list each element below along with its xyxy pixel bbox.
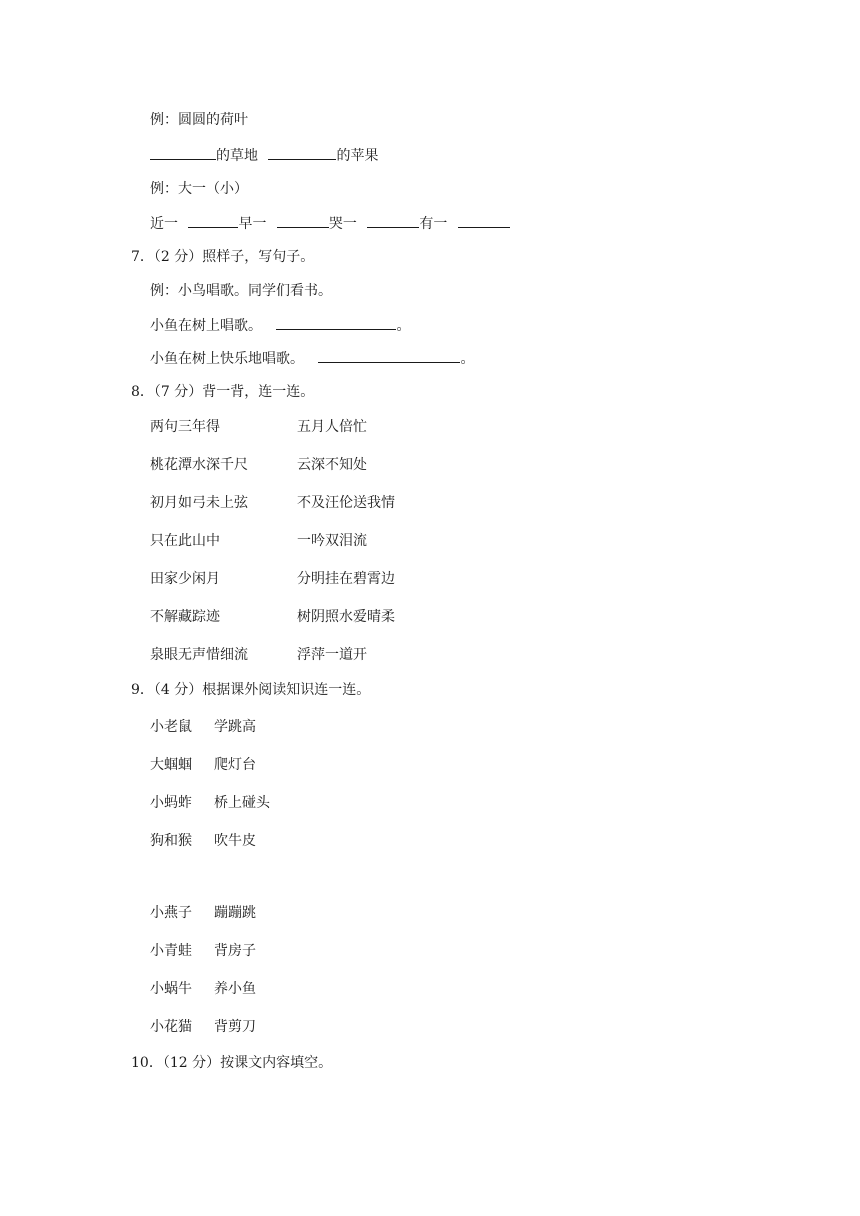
fill-blank[interactable]	[268, 145, 336, 160]
q9-right-item: 桥上碰头	[214, 795, 270, 811]
q8-left-item: 两句三年得	[150, 419, 220, 435]
q9-right-item: 学跳高	[214, 719, 256, 735]
q9-title: 9．（4 分）根据课外阅读知识连一连。	[131, 682, 371, 698]
q9-right-item: 蹦蹦跳	[214, 905, 256, 921]
q8-left-item: 泉眼无声惜细流	[150, 647, 248, 663]
fill-blank[interactable]	[277, 213, 329, 228]
antonym-prompt: 近一	[150, 216, 178, 232]
q8-left-item: 田家少闲月	[150, 571, 220, 587]
period: 。	[396, 318, 411, 334]
q8-right-item: 分明挂在碧霄边	[297, 571, 395, 587]
q7-line1-text: 小鱼在树上唱歌。	[150, 318, 262, 334]
fill-blank[interactable]	[276, 315, 396, 330]
q6-example2: 例：大一（小）	[150, 181, 248, 197]
q6-fill-row	[150, 145, 378, 166]
q7-line2-text: 小鱼在树上快乐地唱歌。	[150, 351, 304, 367]
q9-right-item: 背房子	[214, 943, 256, 959]
q9-left-item: 小燕子	[150, 905, 192, 921]
q8-right-item: 不及汪伦送我情	[297, 495, 395, 511]
fill-blank[interactable]	[458, 213, 510, 228]
q7-line1	[150, 315, 410, 336]
q7-line2	[150, 348, 474, 369]
antonym-prompt: 哭一	[328, 216, 357, 232]
q9-right-item: 吹牛皮	[214, 833, 256, 849]
q9-right-item: 养小鱼	[214, 981, 256, 997]
q8-right-item: 云深不知处	[297, 457, 367, 473]
q7-example: 例：小鸟唱歌。同学们看书。	[150, 283, 332, 299]
q9-left-item: 小老鼠	[150, 719, 192, 735]
q8-right-item: 浮萍一道开	[297, 647, 367, 663]
q6-antonym-row	[150, 213, 510, 234]
q8-right-item: 一吟双泪流	[297, 533, 367, 549]
fill-blank[interactable]	[150, 145, 216, 160]
q6-fill2-suffix: 的苹果	[336, 148, 379, 164]
antonym-prompt: 有一	[419, 216, 448, 232]
period: 。	[460, 351, 475, 367]
q8-title: 8．（7 分）背一背，连一连。	[131, 384, 315, 400]
q8-right-item: 树阴照水爱晴柔	[297, 609, 395, 625]
q8-left-item: 桃花潭水深千尺	[150, 457, 248, 473]
q9-left-item: 小青蛙	[150, 943, 192, 959]
q8-left-item: 不解藏踪迹	[150, 609, 220, 625]
q9-left-item: 小蚂蚱	[150, 795, 192, 811]
q8-left-item: 初月如弓未上弦	[150, 495, 248, 511]
q8-left-item: 只在此山中	[150, 533, 220, 549]
q6-example1: 例：圆圆的荷叶	[150, 112, 248, 128]
q9-right-item: 背剪刀	[214, 1019, 256, 1035]
q9-left-item: 狗和猴	[150, 833, 192, 849]
fill-blank[interactable]	[188, 213, 238, 228]
q9-right-item: 爬灯台	[214, 757, 256, 773]
q9-left-item: 小花猫	[150, 1019, 192, 1035]
q10-title: 10．（12 分）按课文内容填空。	[131, 1055, 333, 1071]
antonym-prompt: 早一	[238, 216, 267, 232]
fill-blank[interactable]	[367, 213, 419, 228]
fill-blank[interactable]	[318, 348, 460, 363]
q7-title: 7．（2 分）照样子，写句子。	[131, 249, 315, 265]
q9-left-item: 小蜗牛	[150, 981, 192, 997]
q6-fill1-suffix: 的草地	[216, 148, 258, 164]
q8-right-item: 五月人倍忙	[297, 419, 367, 435]
q9-left-item: 大蝈蝈	[150, 757, 192, 773]
